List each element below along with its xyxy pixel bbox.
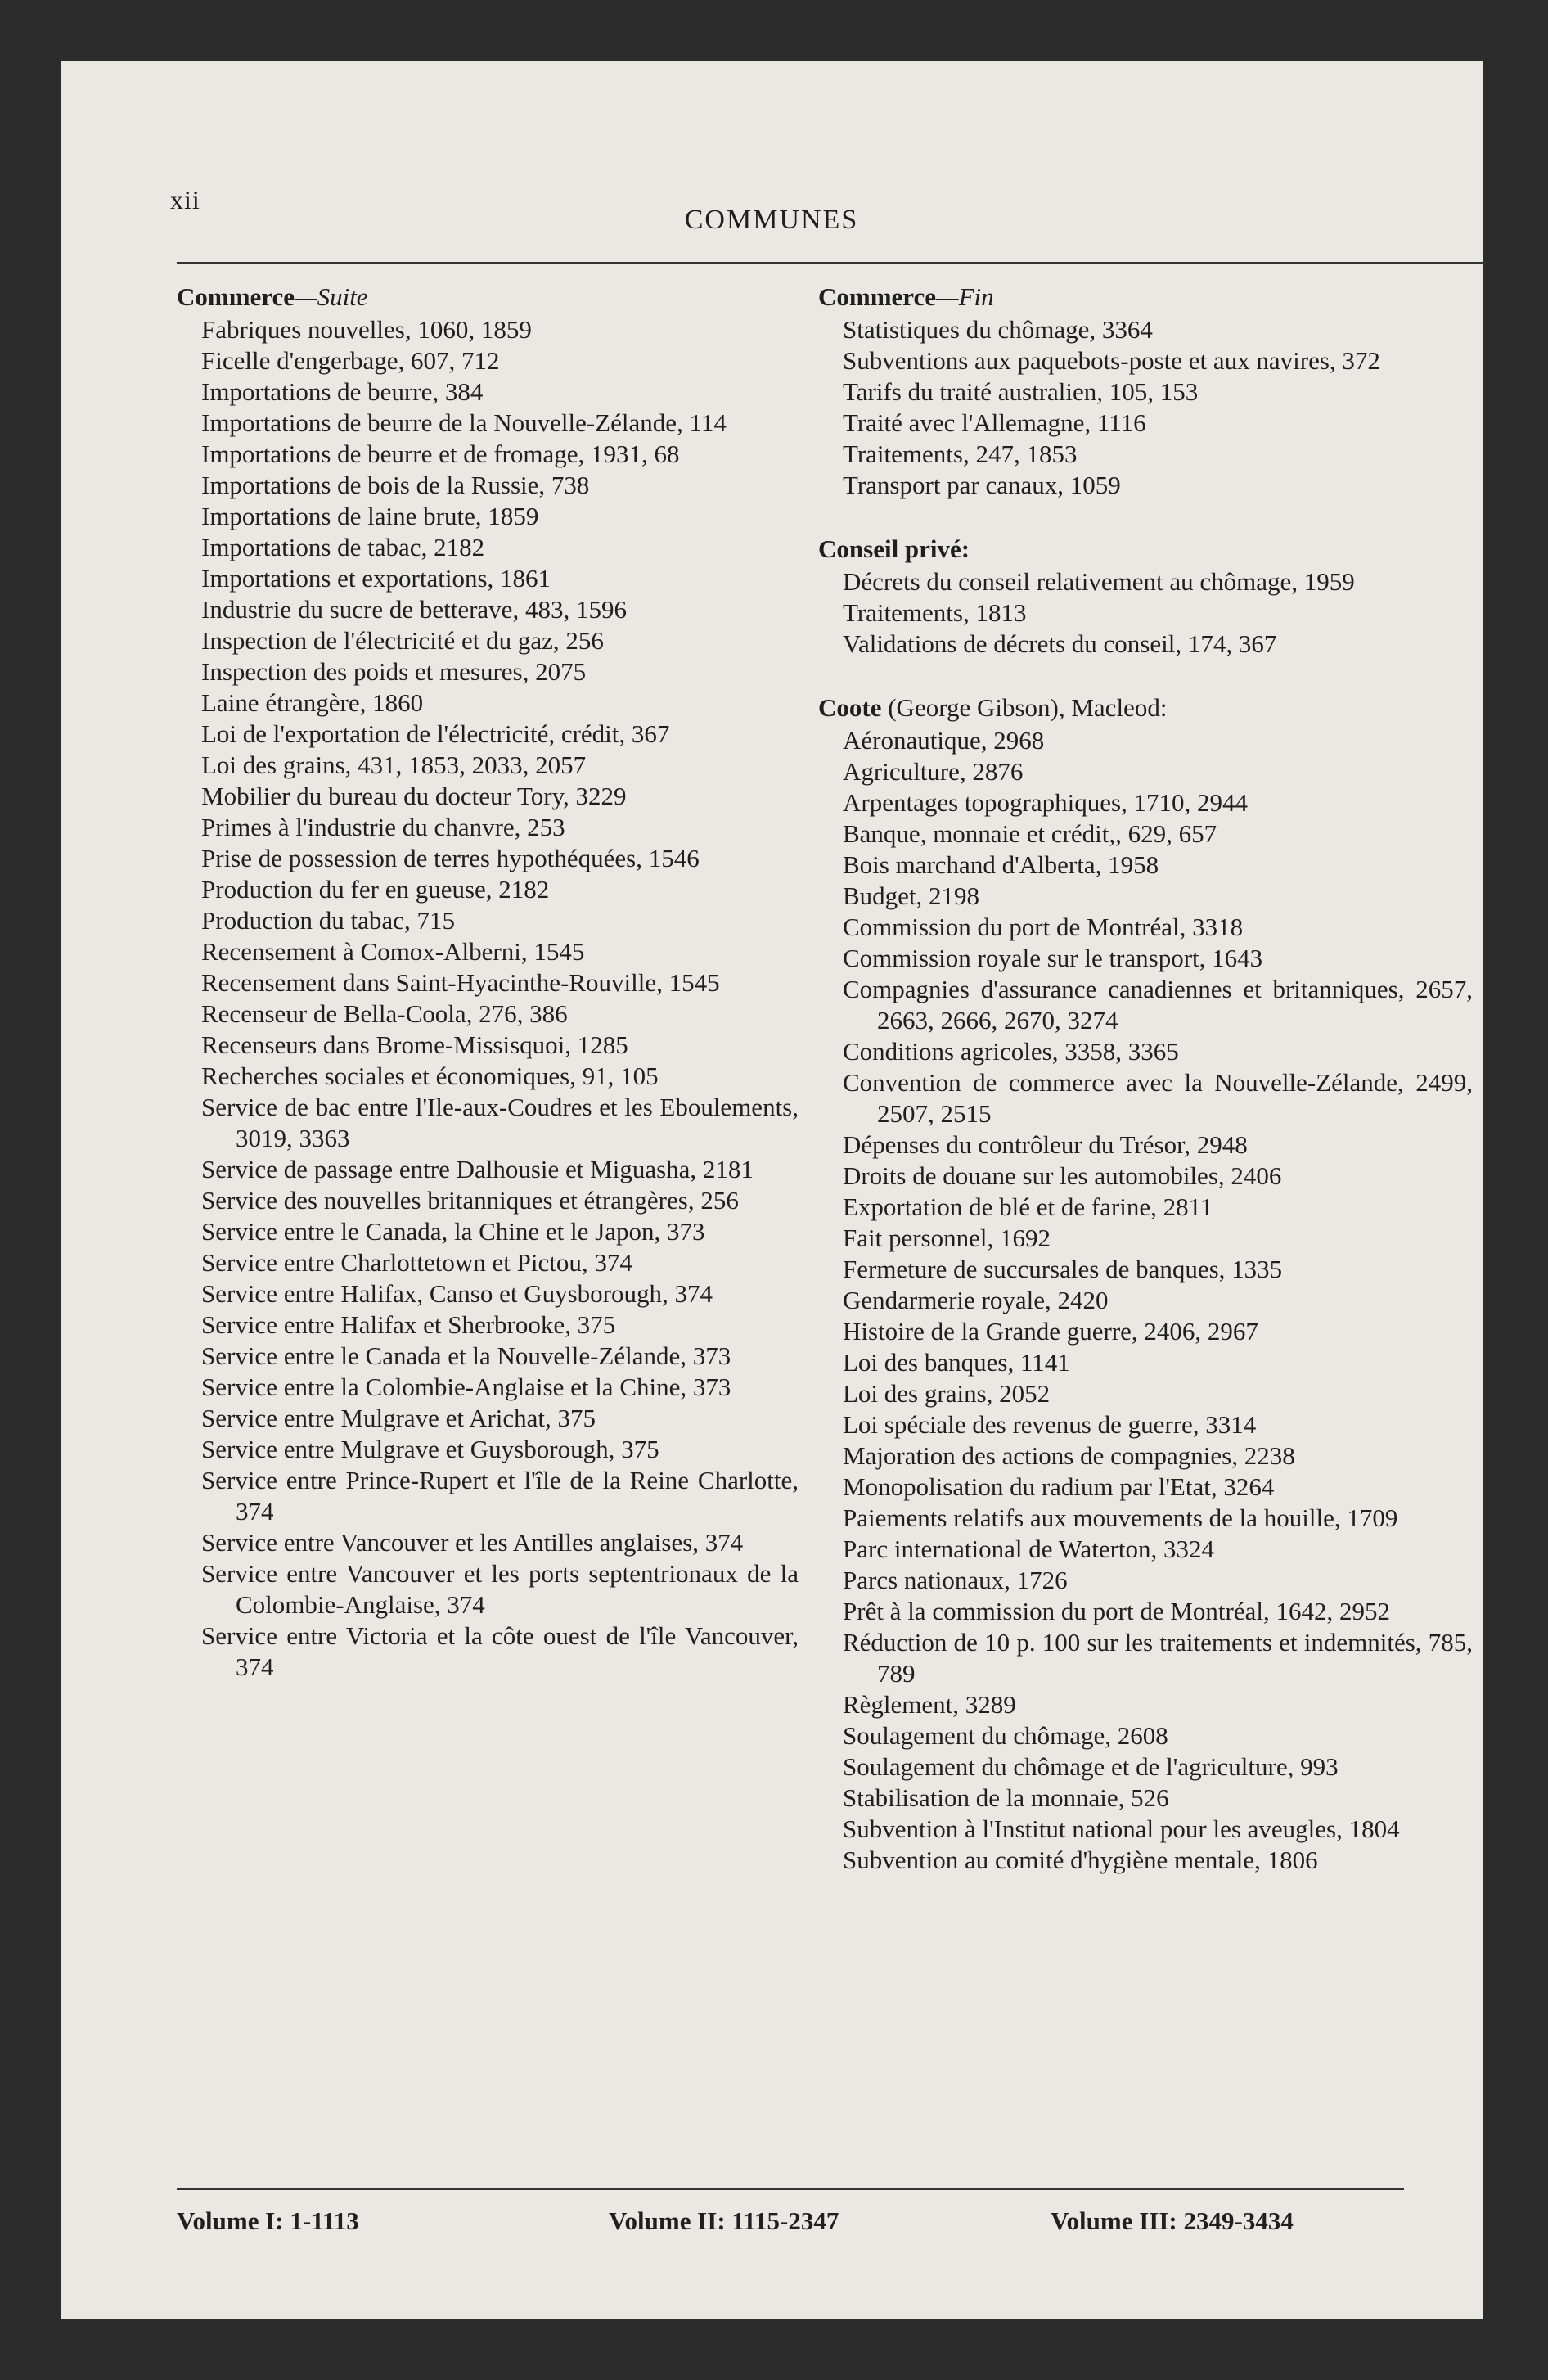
index-entry: Recensement à Comox-Alberni, 1545 xyxy=(201,937,585,966)
index-entry: Service entre Halifax, Canso et Guysborough, 374 xyxy=(201,1279,713,1308)
index-entry: Service entre Mulgrave et Guysborough, 375 xyxy=(201,1435,659,1463)
index-entry: Parc international de Waterton, 3324 xyxy=(843,1535,1215,1563)
index-entry: Prêt à la commission du port de Montréal, 1642, 2952 xyxy=(843,1597,1390,1625)
index-entry: Banque, monnaie et crédit,, 629, 657 xyxy=(843,819,1217,848)
index-entry: Validations de décrets du conseil, 174, 367 xyxy=(843,629,1277,658)
index-entry: Majoration des actions de compagnies, 2238 xyxy=(843,1441,1295,1470)
index-entry: Laine étrangère, 1860 xyxy=(201,688,424,717)
index-entry: Service entre Vancouver et les Antilles anglaises, 374 xyxy=(201,1528,744,1557)
index-entry: Industrie du sucre de betterave, 483, 1596 xyxy=(201,595,627,624)
index-entry: Inspection de l'électricité et du gaz, 256 xyxy=(201,626,604,655)
index-entry: Arpentages topographiques, 1710, 2944 xyxy=(843,788,1249,817)
index-entry: Commission du port de Montréal, 3318 xyxy=(843,913,1244,941)
index-entry: Service entre Prince-Rupert et l'île de la Reine Charlotte, 374 xyxy=(201,1466,799,1526)
section-heading-suffix: —Suite xyxy=(295,282,368,311)
index-entry: Décrets du conseil relativement au chômage, 1959 xyxy=(843,567,1355,596)
index-entry: Droits de douane sur les automobiles, 2406 xyxy=(843,1161,1282,1190)
index-entry: Loi des grains, 2052 xyxy=(843,1379,1051,1408)
index-entry: Service entre Halifax et Sherbrooke, 375 xyxy=(201,1310,616,1339)
footer-volume-3: Volume III: 2349-3434 xyxy=(1051,2206,1294,2235)
section-gap xyxy=(818,660,1473,692)
footer-rule xyxy=(177,2188,1404,2190)
section-heading xyxy=(818,282,1473,313)
header-rule xyxy=(177,262,1486,264)
left-column xyxy=(177,282,799,1683)
index-entry: Règlement, 3289 xyxy=(843,1690,1016,1719)
index-entry: Dépenses du contrôleur du Trésor, 2948 xyxy=(843,1130,1248,1159)
index-entry: Loi des banques, 1141 xyxy=(843,1348,1070,1377)
index-entry: Fermeture de succursales de banques, 1335 xyxy=(843,1255,1283,1283)
scanned-page xyxy=(61,61,1483,2319)
section-heading-main: Commerce xyxy=(177,282,295,311)
right-column xyxy=(818,282,1473,1876)
section-heading-suffix: —Fin xyxy=(936,282,994,311)
index-entry: Importations de beurre et de fromage, 1931, 68 xyxy=(201,439,680,468)
section-gap xyxy=(818,501,1473,534)
index-entry: Loi des grains, 431, 1853, 2033, 2057 xyxy=(201,751,587,779)
index-entry: Statistiques du chômage, 3364 xyxy=(843,315,1153,344)
index-entry: Exportation de blé et de farine, 2811 xyxy=(843,1192,1213,1221)
index-entry: Recherches sociales et économiques, 91, 105 xyxy=(201,1062,659,1090)
index-entry: Agriculture, 2876 xyxy=(843,757,1024,786)
index-entry: Histoire de la Grande guerre, 2406, 2967 xyxy=(843,1317,1258,1346)
index-entry: Service de bac entre l'Ile-aux-Coudres et les Eboulements, 3019, 3363 xyxy=(201,1093,799,1152)
index-entry: Gendarmerie royale, 2420 xyxy=(843,1286,1109,1314)
index-entry: Budget, 2198 xyxy=(843,881,980,910)
section-list xyxy=(818,282,1473,1876)
index-entry: Bois marchand d'Alberta, 1958 xyxy=(843,850,1159,879)
section-heading-suffix: (George Gibson), Macleod: xyxy=(881,693,1168,722)
index-entry: Soulagement du chômage et de l'agriculture, 993 xyxy=(843,1752,1339,1781)
index-entry: Service entre le Canada et la Nouvelle-Zélande, 373 xyxy=(201,1341,731,1370)
index-entry: Importations de beurre, 384 xyxy=(201,377,484,406)
index-entry: Subvention au comité d'hygiène mentale, 1806 xyxy=(843,1846,1318,1874)
index-entry: Primes à l'industrie du chanvre, 253 xyxy=(201,813,565,841)
index-entry: Fabriques nouvelles, 1060, 1859 xyxy=(201,315,532,344)
index-entry: Service entre la Colombie-Anglaise et la Chine, 373 xyxy=(201,1373,731,1401)
index-entry: Ficelle d'engerbage, 607, 712 xyxy=(201,346,500,375)
section-heading xyxy=(818,692,1473,723)
section-heading-main: Commerce xyxy=(818,282,937,311)
index-entry: Conditions agricoles, 3358, 3365 xyxy=(843,1037,1179,1066)
index-entry: Réduction de 10 p. 100 sur les traitements et indemnités, 785, 789 xyxy=(843,1628,1473,1688)
index-entry: Recenseurs dans Brome-Missisquoi, 1285 xyxy=(201,1030,628,1059)
index-entry: Importations et exportations, 1861 xyxy=(201,564,551,593)
index-entry: Loi de l'exportation de l'électricité, crédit, 367 xyxy=(201,719,670,748)
index-entry: Aéronautique, 2968 xyxy=(843,726,1045,755)
index-entry: Inspection des poids et mesures, 2075 xyxy=(201,657,587,686)
index-entry: Stabilisation de la monnaie, 526 xyxy=(843,1783,1169,1812)
page-content xyxy=(61,61,1483,2319)
index-entry: Production du fer en gueuse, 2182 xyxy=(201,875,550,904)
index-entry: Service de passage entre Dalhousie et Miguasha, 2181 xyxy=(201,1155,754,1183)
index-entry: Service entre Mulgrave et Arichat, 375 xyxy=(201,1404,596,1432)
index-entry: Service des nouvelles britanniques et étrangères, 256 xyxy=(201,1186,739,1215)
index-entry: Production du tabac, 715 xyxy=(201,906,455,935)
section-heading xyxy=(177,282,799,313)
running-head: COMMUNES xyxy=(684,205,859,235)
index-entry: Traitements, 247, 1853 xyxy=(843,439,1078,468)
section-heading-main: Conseil privé: xyxy=(818,534,970,563)
index-entry: Importations de laine brute, 1859 xyxy=(201,502,539,530)
index-entry: Soulagement du chômage, 2608 xyxy=(843,1721,1168,1750)
index-entry: Paiements relatifs aux mouvements de la houille, 1709 xyxy=(843,1503,1398,1532)
index-entry: Importations de tabac, 2182 xyxy=(201,533,485,561)
section-heading xyxy=(818,534,1473,565)
index-entry: Loi spéciale des revenus de guerre, 3314 xyxy=(843,1410,1257,1439)
index-entry: Compagnies d'assurance canadiennes et britanniques, 2657, 2663, 2666, 2670, 3274 xyxy=(843,975,1473,1034)
entry-list xyxy=(177,314,799,1683)
index-entry: Service entre Vancouver et les ports septentrionaux de la Colombie-Anglaise, 374 xyxy=(201,1559,799,1619)
index-entry: Mobilier du bureau du docteur Tory, 3229 xyxy=(201,782,627,810)
index-entry: Traité avec l'Allemagne, 1116 xyxy=(843,408,1146,437)
index-entry: Service entre le Canada, la Chine et le Japon, 373 xyxy=(201,1217,705,1246)
index-entry: Subvention à l'Institut national pour les aveugles, 1804 xyxy=(843,1814,1400,1843)
index-entry: Tarifs du traité australien, 105, 153 xyxy=(843,377,1199,406)
index-entry: Prise de possession de terres hypothéquées, 1546 xyxy=(201,844,700,872)
index-entry: Convention de commerce avec la Nouvelle-Zélande, 2499, 2507, 2515 xyxy=(843,1068,1473,1128)
index-entry: Importations de beurre de la Nouvelle-Zélande, 114 xyxy=(201,408,727,437)
index-entry: Monopolisation du radium par l'Etat, 3264 xyxy=(843,1472,1275,1501)
footer-volume-1: Volume I: 1-1113 xyxy=(177,2206,359,2235)
index-entry: Subventions aux paquebots-poste et aux navires, 372 xyxy=(843,346,1380,375)
index-entry: Recensement dans Saint-Hyacinthe-Rouville, 1545 xyxy=(201,968,720,997)
index-entry: Service entre Charlottetown et Pictou, 374 xyxy=(201,1248,632,1277)
index-entry: Recenseur de Bella-Coola, 276, 386 xyxy=(201,999,568,1028)
index-entry: Service entre Victoria et la côte ouest de l'île Vancouver, 374 xyxy=(201,1621,799,1681)
index-entry: Traitements, 1813 xyxy=(843,598,1027,627)
index-entry: Parcs nationaux, 1726 xyxy=(843,1566,1068,1594)
index-entry: Importations de bois de la Russie, 738 xyxy=(201,471,590,499)
section-heading-main: Coote xyxy=(818,693,882,722)
index-entry: Fait personnel, 1692 xyxy=(843,1224,1051,1252)
footer-volume-2: Volume II: 1115-2347 xyxy=(609,2206,839,2235)
index-entry: Commission royale sur le transport, 1643 xyxy=(843,944,1263,972)
index-entry: Transport par canaux, 1059 xyxy=(843,471,1121,499)
page-number: xii xyxy=(170,185,200,214)
